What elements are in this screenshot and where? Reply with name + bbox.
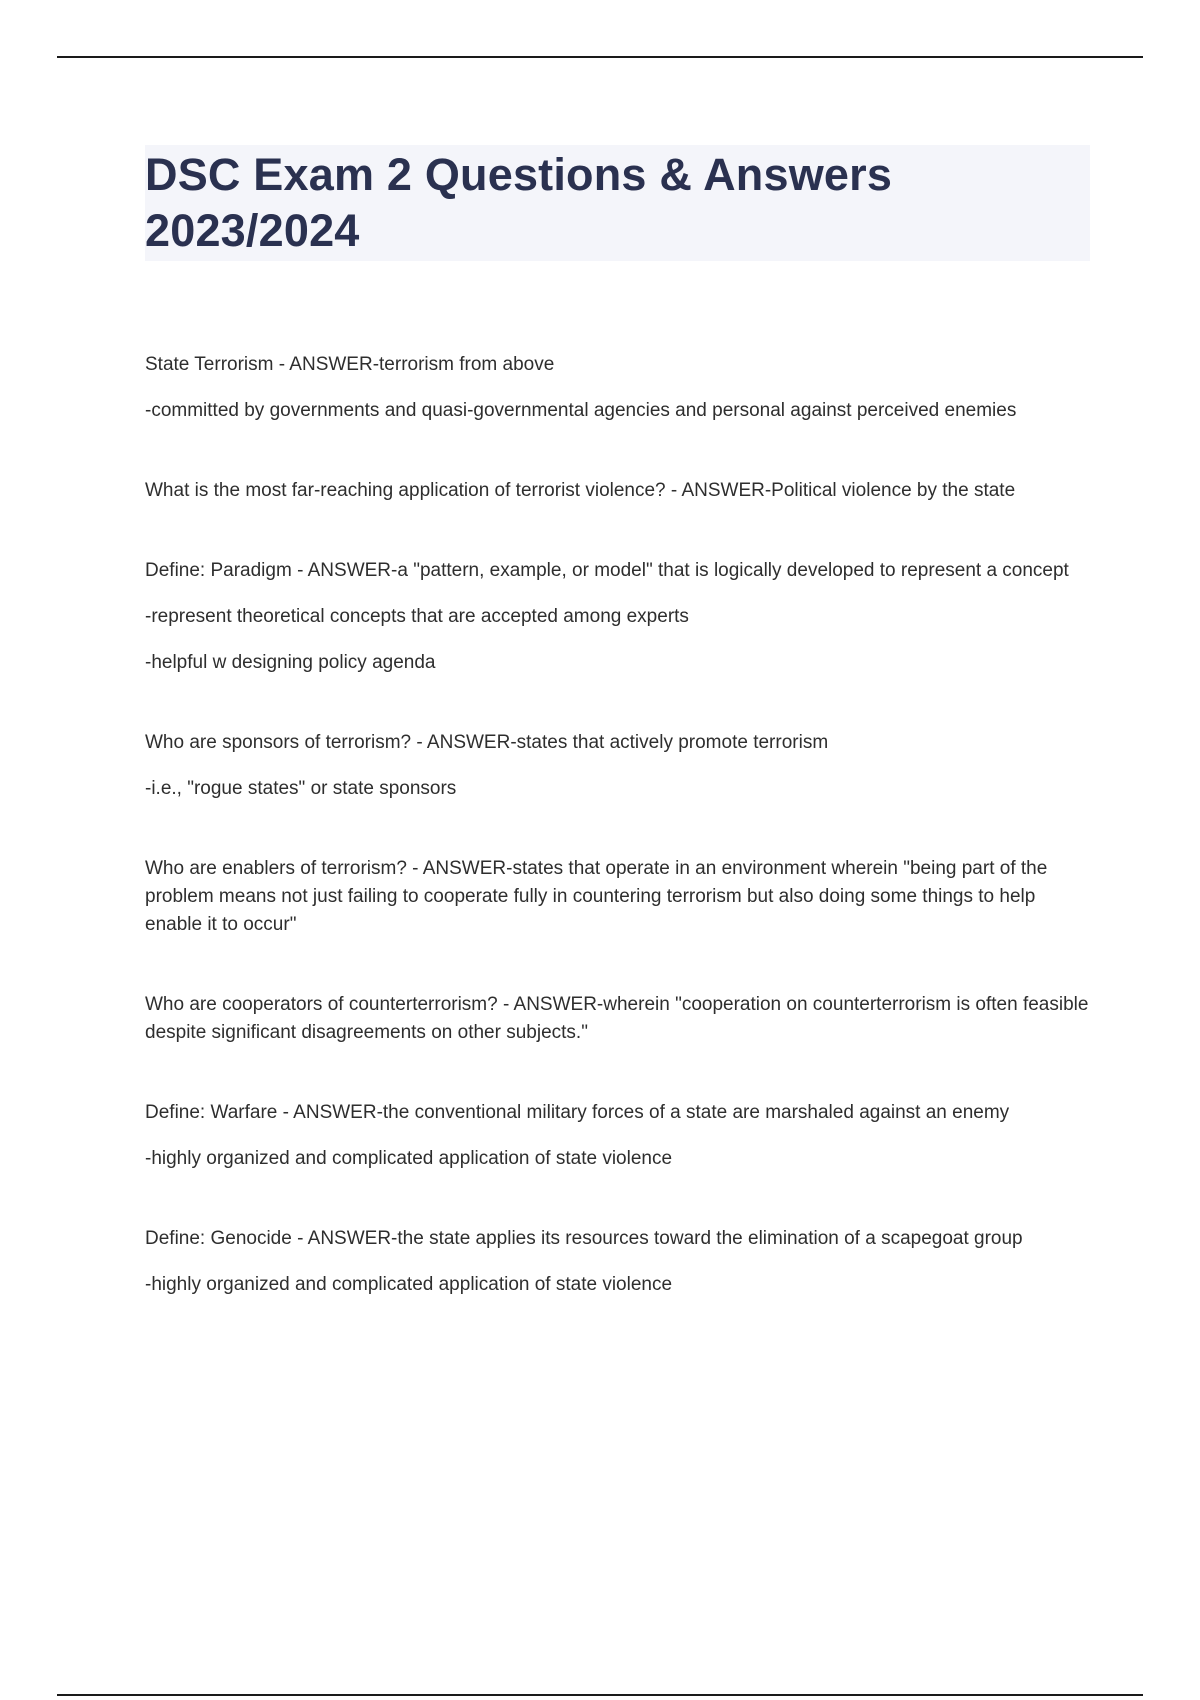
qa-entry: [145, 351, 1090, 425]
qa-line: Define: Warfare - ANSWER-the conventional military forces of a state are marshaled against an enemy: [145, 1102, 1010, 1123]
qa-line: -highly organized and complicated application of state violence: [145, 1148, 673, 1169]
qa-entry: [145, 557, 1090, 677]
qa-line: -i.e., "rogue states" or state sponsors: [145, 778, 457, 799]
qa-entry: [145, 991, 1090, 1047]
qa-line: Define: Genocide - ANSWER-the state applies its resources toward the elimination of a scapegoat group: [145, 1228, 1023, 1249]
top-rule: [57, 56, 1143, 58]
qa-line: Who are sponsors of terrorism? - ANSWER-states that actively promote terrorism: [145, 732, 829, 753]
qa-line: -represent theoretical concepts that are accepted among experts: [145, 606, 689, 627]
qa-line: -helpful w designing policy agenda: [145, 652, 436, 673]
bottom-rule: [57, 1694, 1143, 1696]
qa-line: Who are enablers of terrorism? - ANSWER-states that operate in an environment wherein "being part of the problem means not just failing to cooperate fully in countering terrorism but also doing some things to help enable it to occur": [145, 858, 1048, 935]
qa-line: What is the most far-reaching application of terrorist violence? - ANSWER-Political violence by the state: [145, 480, 1016, 501]
qa-line: Who are cooperators of counterterrorism? - ANSWER-wherein "cooperation on counterterrorism is often feasible despite significant disagreements on other subjects.": [145, 994, 1089, 1043]
qa-list: [145, 351, 1090, 1299]
qa-entry: [145, 1099, 1090, 1173]
qa-entry: [145, 1225, 1090, 1299]
title-banner: [145, 145, 1090, 261]
qa-line: -highly organized and complicated application of state violence: [145, 1274, 673, 1295]
document-body: [145, 145, 1090, 1351]
qa-entry: [145, 477, 1090, 505]
qa-line: -committed by governments and quasi-governmental agencies and personal against perceived enemies: [145, 400, 1017, 421]
qa-entry: [145, 729, 1090, 803]
document-title: DSC Exam 2 Questions & Answers 2023/2024: [145, 149, 893, 256]
qa-line: Define: Paradigm - ANSWER-a "pattern, example, or model" that is logically developed to represent a concept: [145, 560, 1069, 581]
qa-line: State Terrorism - ANSWER-terrorism from above: [145, 354, 555, 375]
qa-entry: [145, 855, 1090, 939]
